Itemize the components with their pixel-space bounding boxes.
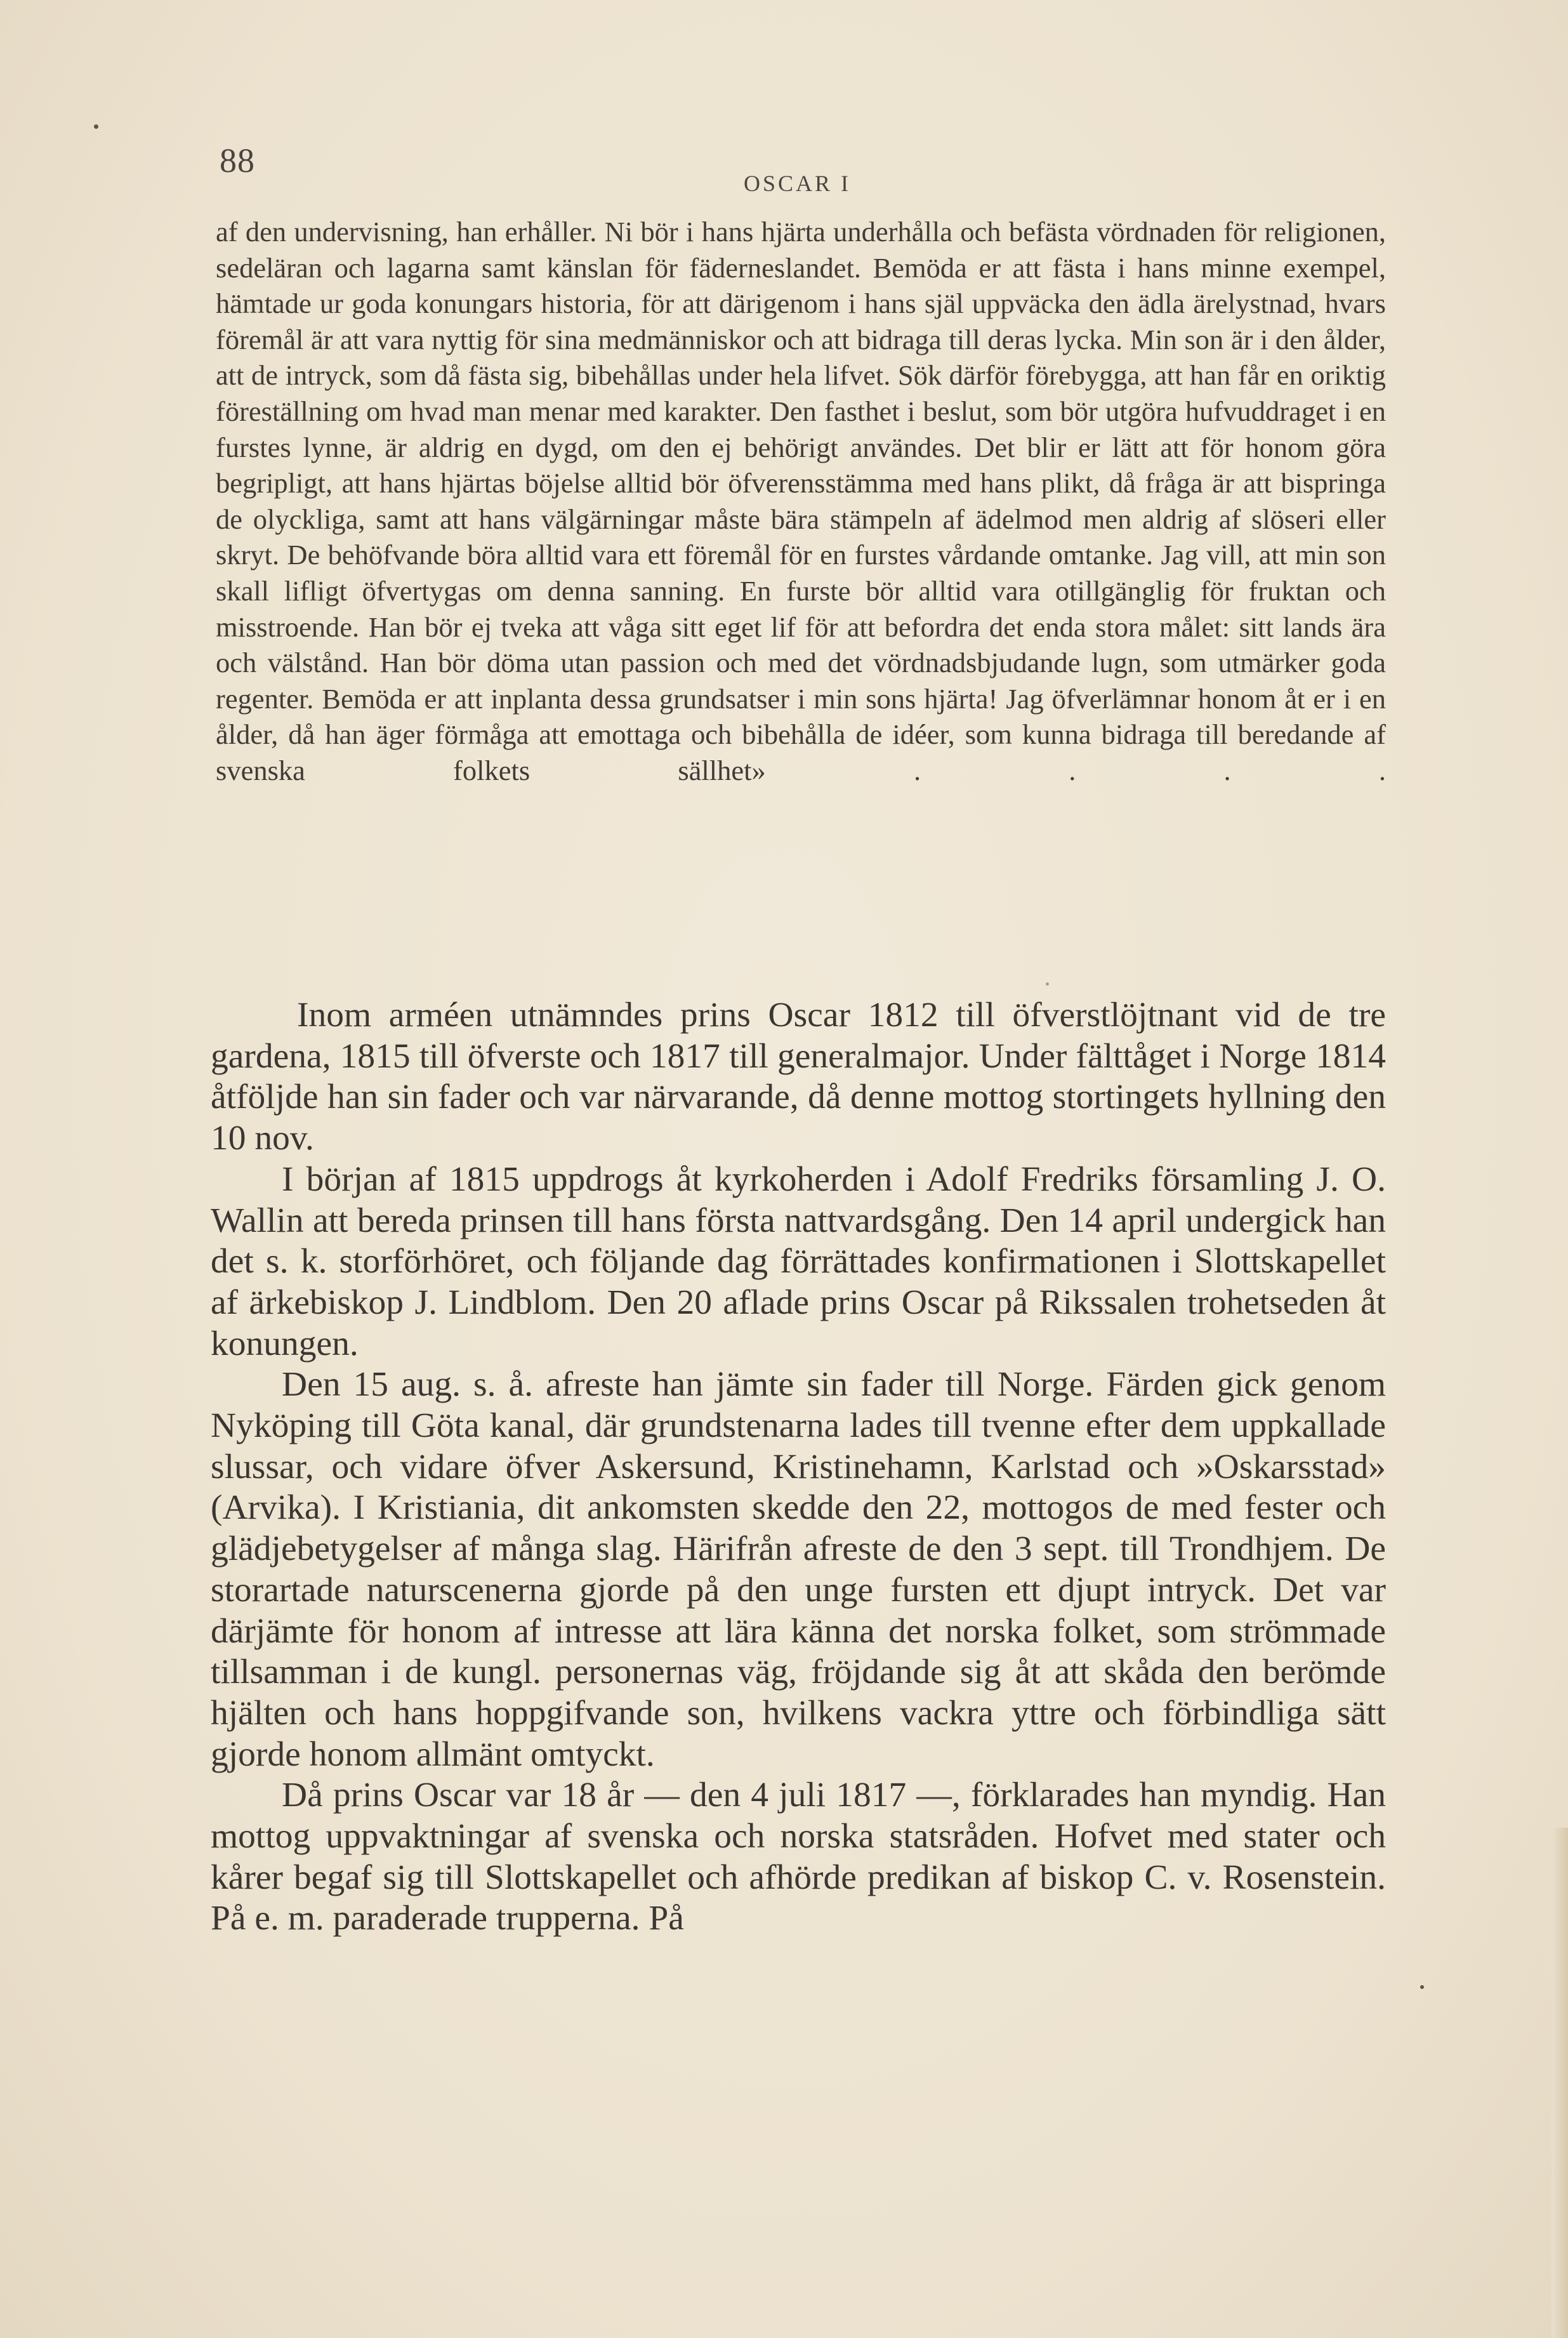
paper-speck	[1046, 982, 1049, 986]
body-text	[211, 995, 1386, 1939]
paragraph-confirmation: I början af 1815 uppdrogs åt kyrkoherden i Adolf Fredriks församling J. O. Wallin att bereda prinsen till hans första nattvardsgång. Den 14 april undergick han det s. k. storförhöret, och följande dag förrättades konfirmationen i Slottskapellet af ärkebiskop J. Lindblom. Den 20 aflade prins Oscar på Rikssalen trohetseden åt konungen.	[211, 1159, 1386, 1363]
paragraph-army-promotions: Inom arméen utnämndes prins Oscar 1812 till öfverstlöjtnant vid de tre gardena, 1815 till öfverste och 1817 till generalmajor. Under fälttåget i Norge 1814 åtföljde han sin fader och var närvarande, då denne mottog stortingets hyllning den 10 nov.	[211, 996, 1386, 1158]
paper-speck	[94, 124, 98, 129]
running-title: OSCAR I	[744, 171, 852, 196]
paper-speck	[1420, 1985, 1424, 1989]
quoted-letter-block	[216, 214, 1386, 789]
page-number: 88	[220, 142, 255, 180]
page-edge-shadow	[1552, 1828, 1568, 2338]
paragraph-norway-journey: Den 15 aug. s. å. afreste han jämte sin fader till Norge. Färden gick genom Nyköping till Göta kanal, där grundstenarna lades till tvenne efter dem uppkallade slussar, och vidare öfver Askersund, Kristinehamn, Karlstad och »Oskarsstad» (Arvika). I Kristiania, dit ankomsten skedde den 22, mottogos de med fester och glädjebetygelser af många slag. Härifrån afreste de den 3 sept. till Trondhjem. De storartade naturscenerna gjorde på den unge fursten ett djupt intryck. Det var därjämte för honom af intresse att lära känna det norska folket, som strömmade tillsamman i de kungl. personernas väg, fröjdande sig åt att skåda den berömde hjälten och hans hoppgifvande son, hvilkens vackra yttre och förbindliga sätt gjorde honom allmänt omtyckt.	[211, 1365, 1386, 1774]
paragraph-coming-of-age: Då prins Oscar var 18 år — den 4 juli 1817 —, förklarades han myndig. Han mottog uppvaktningar af svenska och norska statsråden. Hofvet med stater och kårer begaf sig till Slottskapellet och afhörde predikan af biskop C. v. Rosenstein. På e. m. paraderade trupperna. På	[211, 1776, 1386, 1938]
quoted-letter-text: af den undervisning, han erhåller. Ni bör i hans hjärta underhålla och befästa vördnaden för religionen, sedeläran och lagarna samt känslan för fäderneslandet. Bemöda er att fästa i hans minne exempel, hämtade ur goda konungars historia, för att därigenom i hans själ uppväcka den ädla ärelystnad, hvars föremål är att vara nyttig för sina medmänniskor och att bidraga till deras lycka. Min son är i den ålder, att de intryck, som då fästa sig, bibehållas under hela lifvet. Sök därför förebygga, att han får en oriktig föreställning om hvad man menar med karakter. Den fasthet i beslut, som bör utgöra hufvuddraget i en furstes lynne, är aldrig en dygd, om den ej behörigt användes. Det blir er lätt att för honom göra begripligt, att hans hjärtas böjelse alltid bör öfverensstämma med hans plikt, då fråga är att bispringa de olyckliga, samt att hans välgärningar måste bära stämpeln af ädelmod men aldrig af slöseri eller skryt. De behöfvande böra alltid vara ett föremål för en furstes vårdande omtanke. Jag vill, att min son skall lifligt öfvertygas om denna sanning. En furste bör alltid vara otillgänglig för fruktan och misstroende. Han bör ej tveka att våga sitt eget lif för att befordra det enda stora målet: sitt lands ära och välstånd. Han bör döma utan passion och med det vördnadsbjudande lugn, som utmärker goda regenter. Bemöda er att inplanta dessa grundsatser i min sons hjärta! Jag öfverlämnar honom åt er i en ålder, då han äger förmåga att emottaga och bibehålla de idéer, som kunna bidraga till beredande af svenska folkets sällhet» . . . .	[216, 216, 1386, 786]
